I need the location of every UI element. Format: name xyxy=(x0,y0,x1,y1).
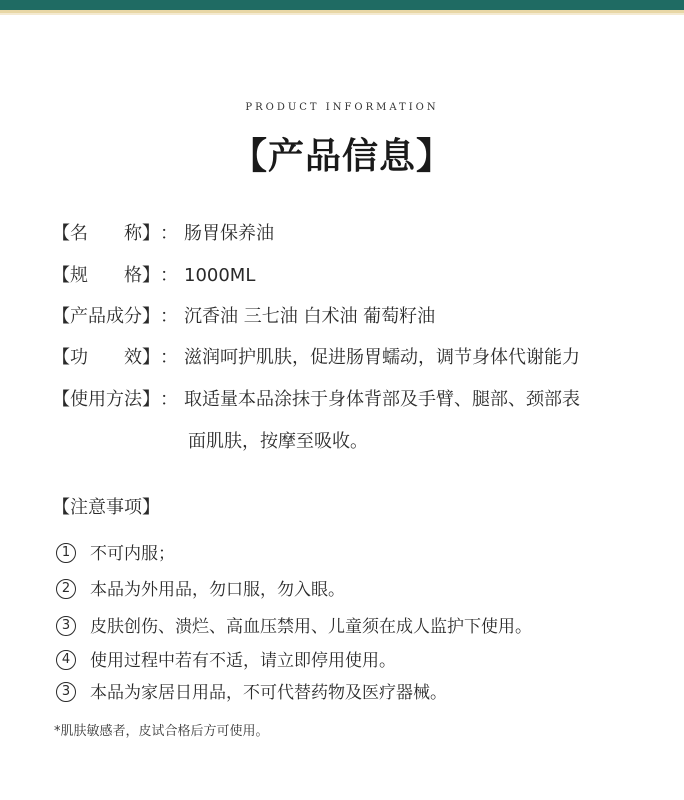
info-label: 【功 效】 xyxy=(52,347,160,368)
notice-text: 本品为家居日用品，不可代替药物及医疗器械。 xyxy=(90,683,447,703)
info-value: 肠胃保养油 xyxy=(184,223,274,244)
info-colon: ： xyxy=(160,389,178,410)
footnote: *肌肤敏感者，皮试合格后方可使用。 xyxy=(54,724,269,739)
section-subtitle: PRODUCT INFORMATION xyxy=(245,102,439,113)
notice-item xyxy=(56,542,666,566)
circled-number: 4 xyxy=(56,650,76,670)
page-title: 【产品信息】 xyxy=(230,135,453,177)
info-colon: ： xyxy=(160,347,178,368)
info-row-effect xyxy=(52,346,662,370)
notice-title: 【注意事项】 xyxy=(52,497,160,518)
notice-item xyxy=(56,649,666,673)
circled-number: 3 xyxy=(56,616,76,636)
info-colon: ： xyxy=(160,306,178,327)
circled-number: 3 xyxy=(56,682,76,702)
info-colon: ： xyxy=(160,223,178,244)
circled-number: 2 xyxy=(56,579,76,599)
info-row-usage xyxy=(52,388,662,412)
info-colon: ： xyxy=(160,265,178,286)
info-row-ingredients xyxy=(52,305,662,329)
info-value: 滋润呵护肌肤，促进肠胃蠕动，调节身体代谢能力 xyxy=(184,347,580,368)
info-value: 取适量本品涂抹于身体背部及手臂、腿部、颈部表 xyxy=(184,389,580,410)
notice-item xyxy=(56,615,666,639)
notice-text: 皮肤创伤、溃烂、高血压禁用、儿童须在成人监护下使用。 xyxy=(90,617,532,637)
info-label: 【名 称】 xyxy=(52,223,160,244)
info-row-name xyxy=(52,222,662,246)
circled-number: 1 xyxy=(56,543,76,563)
info-row-spec xyxy=(52,264,662,288)
notice-text: 本品为外用品，勿口服，勿入眼。 xyxy=(90,580,345,600)
info-label: 【使用方法】 xyxy=(52,389,160,410)
notice-item xyxy=(56,681,666,705)
info-usage-continued: 面肌肤，按摩至吸收。 xyxy=(188,431,368,452)
notice-text: 使用过程中若有不适，请立即停用使用。 xyxy=(90,651,396,671)
notice-text: 不可内服； xyxy=(90,544,175,564)
notice-item xyxy=(56,578,666,602)
top-banner-band xyxy=(0,0,684,10)
info-label: 【产品成分】 xyxy=(52,306,160,327)
info-label: 【规 格】 xyxy=(52,265,160,286)
info-value: 1000ML xyxy=(184,265,256,286)
info-value: 沉香油 三七油 白术油 葡萄籽油 xyxy=(184,306,436,327)
top-banner-stripe-light xyxy=(0,13,684,15)
